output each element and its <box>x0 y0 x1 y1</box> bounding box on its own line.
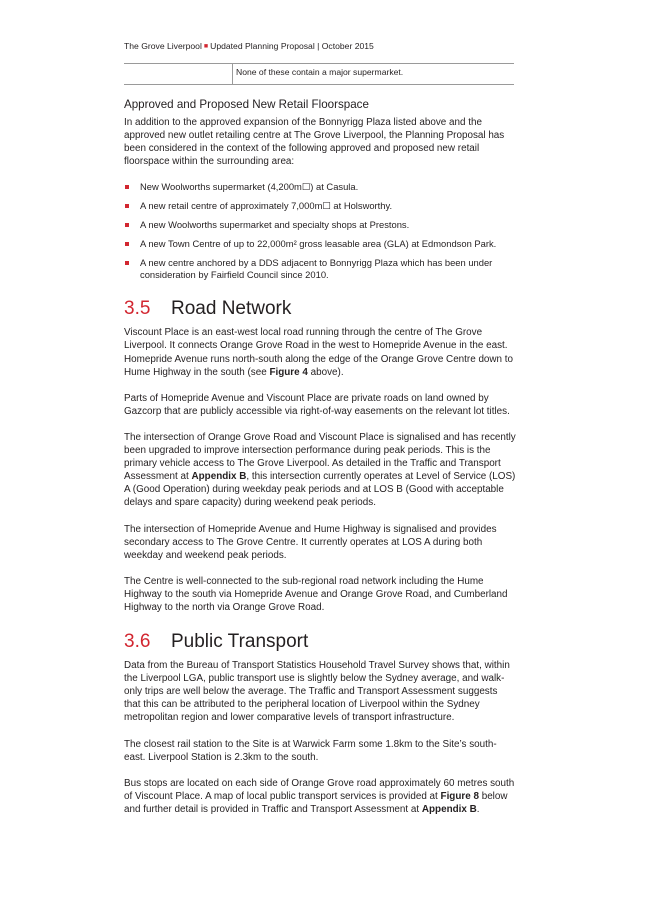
bullet-icon <box>125 223 129 227</box>
text-run: Viscount Place is an east-west local road running through the centre of The Grove Liverpool. It connects Orange Grove Road in the west to Homepride Avenue in the east. Homepride Avenue runs north-south along the edge of the Orange Grove Centre down to Hume Highway in the south (see <box>124 327 514 378</box>
paragraph: The Centre is well-connected to the sub-regional road network including the Hume Highway to the south via Homepride Avenue and Orange Grove Road, and Cumberland Highway to the north via Orange Grove Road. <box>124 575 508 613</box>
running-header <box>124 41 374 51</box>
retail-intro: In addition to the approved expansion of the Bonnyrigg Plaza listed above and the approved new outlet retailing centre at The Grove Liverpool, the Planning Proposal has been considered in the context of the following approved and proposed new retail floorspace within the surrounding area: <box>124 117 505 168</box>
list-item <box>124 257 516 281</box>
list-item <box>124 238 516 250</box>
list-item-text: New Woolworths supermarket (4,200m☐) at Casula. <box>140 181 359 193</box>
list-item-text: A new centre anchored by a DDS adjacent to Bonnyrigg Plaza which has been under consideration by Fairfield Council since 2010. <box>140 257 493 281</box>
section-heading-public-transport <box>124 631 516 653</box>
bullet-icon <box>125 185 129 189</box>
section-number: 3.5 <box>124 298 151 320</box>
bullet-icon <box>125 242 129 246</box>
list-item <box>124 200 516 212</box>
text-run: , this intersection currently operates at Level of Service (LOS) A (Good Operation) during weekday peak periods and at LOS B (Good with acceptable delays and spare capacity) during weekend peak periods. <box>124 471 516 509</box>
header-separator-icon: ■ <box>203 43 209 50</box>
appendix-reference: Appendix B <box>421 803 477 815</box>
text-run: above). <box>307 366 344 378</box>
paragraph: The intersection of Homepride Avenue and Hume Highway is signalised and provides secondary access to The Grove Centre. It currently operates at LOS A during both weekday and weekend peak periods. <box>124 523 497 561</box>
paragraph: Parts of Homepride Avenue and Viscount Place are private roads on land owned by Gazcorp that are publicly accessible via right-of-way easements on the relevant lot titles. <box>124 392 510 417</box>
header-subtitle: Updated Planning Proposal | October 2015 <box>210 41 374 51</box>
text-run: Bus stops are located on each side of Orange Grove road approximately 60 metres south of Viscount Place. A map of local public transport services is provided at <box>124 777 515 802</box>
paragraph <box>124 777 516 816</box>
table-cell-note: None of these contain a major supermarket. <box>236 67 404 77</box>
text-run: The intersection of Orange Grove Road and Viscount Place is signalised and has recently been upgraded to improve intersection performance during peak periods. This is the primary vehicle access to The Grove Liverpool. As detailed in the Traffic and Transport Assessment at <box>124 431 516 483</box>
section-heading-road-network <box>124 298 516 320</box>
retail-bullet-list <box>124 181 516 281</box>
figure-reference: Figure 8 <box>440 790 479 802</box>
header-title: The Grove Liverpool <box>124 41 202 51</box>
retail-subheading: Approved and Proposed New Retail Floorspace <box>124 98 369 111</box>
paragraph <box>124 326 516 378</box>
bullet-icon <box>125 261 129 265</box>
section-title: Road Network <box>171 298 292 320</box>
appendix-reference: Appendix B <box>191 471 247 483</box>
paragraph: Data from the Bureau of Transport Statistics Household Travel Survey shows that, within the Liverpool LGA, public transport use is slightly below the Sydney average, and walk-only trips are well below the average. The Traffic and Transport Assessment suggests that this can be attributed to the peripheral location of Liverpool within the Sydney metropolitan region and lower comparative levels of transport infrastructure. <box>124 660 510 724</box>
list-item-text: A new Woolworths supermarket and specialty shops at Prestons. <box>140 219 410 231</box>
section-number: 3.6 <box>124 631 151 653</box>
figure-reference: Figure 4 <box>269 366 308 378</box>
table-cell-empty <box>124 64 233 84</box>
bullet-icon <box>125 204 129 208</box>
text-run: . <box>476 803 480 815</box>
list-item <box>124 219 516 231</box>
text-run: below and further detail is provided in Traffic and Transport Assessment at <box>124 790 508 815</box>
table-fragment <box>124 63 514 85</box>
paragraph <box>124 431 516 510</box>
section-title: Public Transport <box>171 631 309 653</box>
list-item <box>124 181 516 193</box>
list-item-text: A new retail centre of approximately 7,000m☐ at Holsworthy. <box>140 200 393 212</box>
main-content <box>124 98 516 829</box>
list-item-text: A new Town Centre of up to 22,000m² gross leasable area (GLA) at Edmondson Park. <box>140 238 497 250</box>
paragraph: The closest rail station to the Site is at Warwick Farm some 1.8km to the Site’s south-east. Liverpool Station is 2.3km to the south. <box>124 738 497 763</box>
